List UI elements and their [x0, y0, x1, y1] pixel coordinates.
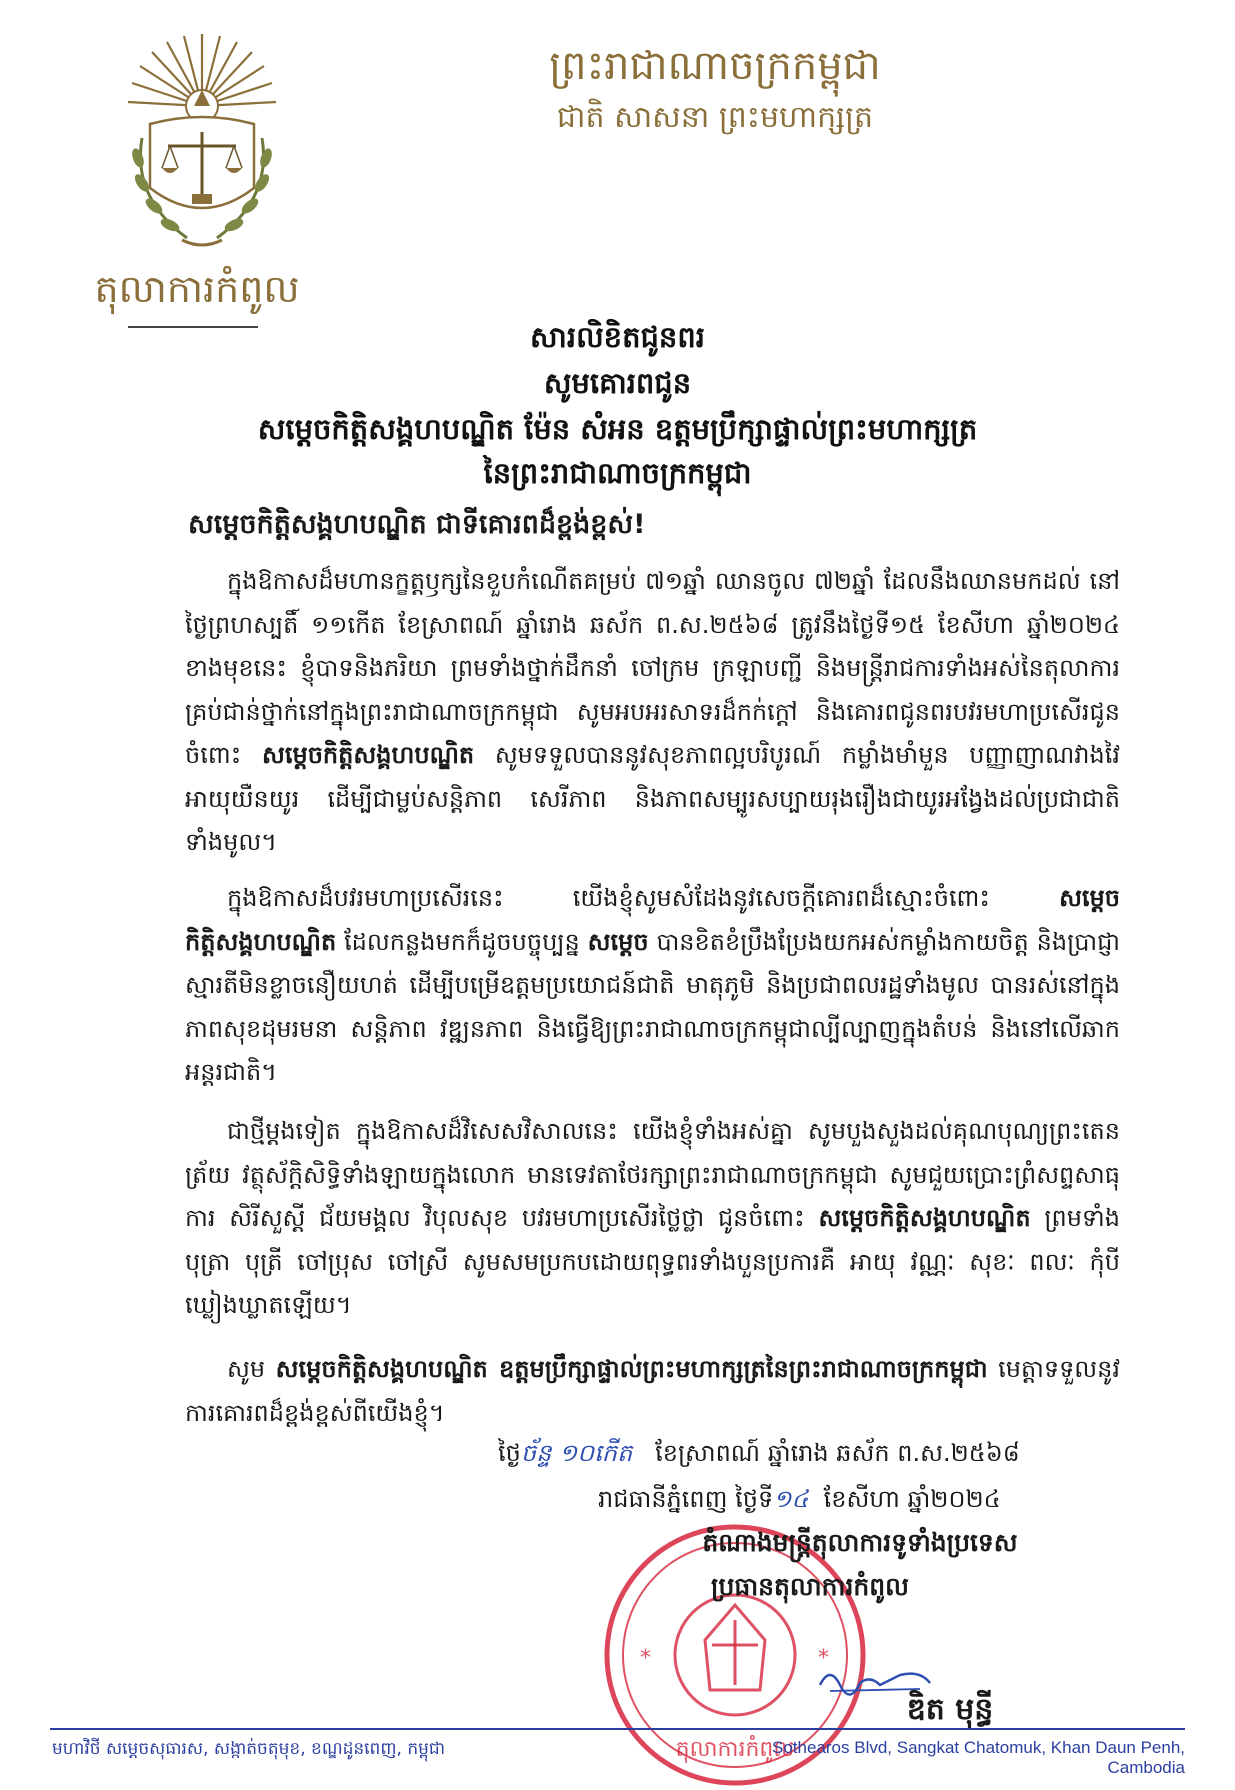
salutation: សម្តេចកិត្តិសង្គហបណ្ឌិត ជាទីគោរពដ៏ខ្ពង់ខ្ពស់!: [188, 509, 646, 540]
court-emblem-icon: [112, 28, 292, 258]
letter-title: សារលិខិតជូនពរ: [530, 320, 705, 354]
footer-divider: [50, 1728, 1185, 1730]
signer-role: តំណាងមន្ត្រីតុលាការទូទាំងប្រទេស: [702, 1528, 1018, 1557]
signer-title: ប្រធានតុលាការកំពូល: [711, 1572, 909, 1601]
body-paragraph-4: សូម សម្តេចកិត្តិសង្គហបណ្ឌិត ឧត្តមប្រឹក្សាផ្ទាល់ព្រះមហាក្សត្រនៃព្រះរាជាណាចក្រកម្ពុជា មេត្តាទទួលនូវការគោរពដ៏ខ្ពង់ខ្ពស់ពីយើងខ្ញុំ។: [185, 1355, 1120, 1427]
solar-date: រាជធានីភ្នំពេញ ថ្ងៃទី១៤ ខែសីហា ឆ្នាំ២០២៤: [598, 1485, 1001, 1513]
kingdom-title: ព្រះរាជាណាចក្រកម្ពុជា: [549, 43, 881, 89]
signer-name: ឌិត មុន្ធី: [906, 1692, 994, 1727]
svg-text:*: *: [818, 1646, 829, 1671]
svg-text:*: *: [640, 1646, 651, 1671]
body-paragraph-2: ក្នុងឱកាសដ៏បវរមហាប្រសើរនេះ យើងខ្ញុំសូមសំដែងនូវសេចក្តីគោរពដ៏ស្មោះចំពោះ សម្តេចកិត្តិសង្គហបណ្ឌិត ដែលកន្លងមកក៏ដូចបច្ចុប្បន្ន សម្តេច បានខិតខំប្រឹងប្រែងយកអស់កម្លាំងកាយចិត្ត និងប្រាជ្ញាស្មារតីមិនខ្លាចនឿយហត់ ដើម្បីបម្រើឧត្តមប្រយោជន៍ជាតិ មាតុភូមិ និងប្រជាពលរដ្ឋទាំងមូល បានរស់នៅក្នុងភាពសុខដុមរមនា សន្តិភាព វឌ្ឍនភាព និងធ្វើឱ្យព្រះរាជាណាចក្រកម្ពុជាល្បីល្បាញក្នុងតំបន់ និងនៅលើឆាកអន្តរជាតិ។: [185, 884, 1120, 1086]
national-motto: ជាតិ សាសនា ព្រះមហាក្សត្រ: [556, 100, 874, 135]
body-paragraph-1: ក្នុងឱកាសដ៏មហានក្ខត្តឫក្សនៃខួបកំណើតគម្រប់ ៧១ឆ្នាំ ឈានចូល ៧២ឆ្នាំ ដែលនឹងឈានមកដល់ នៅថ្ងៃព្រហស្បតិ៍ ១១កើត ខែស្រាពណ៍ ឆ្នាំរោង ឆស័ក ព.ស.២៥៦៨ ត្រូវនឹងថ្ងៃទី១៥ ខែសីហា ឆ្នាំ២០២៤ ខាងមុខនេះ ខ្ញុំបាទនិងភរិយា ព្រមទាំងថ្នាក់ដឹកនាំ ចៅក្រម ក្រឡាបញ្ជី និងមន្ត្រីរាជការទាំងអស់នៃតុលាការគ្រប់ជាន់ថ្នាក់នៅក្នុងព្រះរាជាណាចក្រកម្ពុជា សូមអបអរសាទរដ៏កក់ក្តៅ និងគោរពជូនពរបវរមហាប្រសើរជូនចំពោះ សម្តេចកិត្តិសង្គហបណ្ឌិត សូមទទួលបាននូវសុខភាពល្អបរិបូរណ៍ កម្លាំងមាំមួន បញ្ញាញាណវាងវៃ អាយុយឺនយូរ ដើម្បីជាម្លប់សន្តិភាព សេរីភាព និងភាពសម្បូរសប្បាយរុងរឿងជាយូរអង្វែងដល់ប្រជាជាតិទាំងមូល។: [185, 567, 1120, 856]
body-paragraph-3: ជាថ្មីម្តងទៀត ក្នុងឱកាសដ៏វិសេសវិសាលនេះ យើងខ្ញុំទាំងអស់គ្នា សូមបួងសួងដល់គុណបុណ្យព្រះតេនត្រ័យ វត្ថុស័ក្តិសិទ្ធិទាំងឡាយក្នុងលោក មានទេវតាថែរក្សាព្រះរាជាណាចក្រកម្ពុជា សូមជួយប្រោះព្រំសព្ទសាធុការ សិរីសួស្តី ជ័យមង្គល វិបុលសុខ បវរមហាប្រសើរថ្លៃថ្លា ជូនចំពោះ សម្តេចកិត្តិសង្គហបណ្ឌិត ព្រមទាំង បុត្រា បុត្រី ចៅប្រុស ចៅស្រី សូមសមប្រកបដោយពុទ្ធពរទាំងបួនប្រការគឺ អាយុ វណ្ណៈ សុខៈ ពលៈ កុំបីឃ្លៀងឃ្លាតឡើយ។: [185, 1117, 1121, 1319]
footer-address-khmer: មហាវិថី សម្តេចសុធារស, សង្កាត់ចតុមុខ, ខណ្ឌដូនពេញ, កម្ពុជា: [52, 1739, 446, 1759]
lunar-date: ថ្ងៃច័ន្ទ ១០កើត ខែស្រាពណ៍ ឆ្នាំរោង ឆស័ក ព.ស.២៥៦៨: [498, 1439, 1020, 1467]
seal-text: តុលាការកំពូល: [675, 1737, 795, 1762]
institution-name: តុលាការកំពូល: [94, 267, 300, 311]
recipient-country: នៃព្រះរាជាណាចក្រកម្ពុជា: [483, 456, 752, 490]
footer-address-english: Sothearos Blvd, Sangkat Chatomuk, Khan Daun Penh, Cambodia: [772, 1738, 1185, 1777]
letter-subtitle: សូមគោរពជូន: [543, 366, 692, 400]
recipient-name: សម្តេចកិត្តិសង្គហបណ្ឌិត ម៉ែន សំអន ឧត្តមប្រឹក្សាផ្ទាល់ព្រះមហាក្សត្រ: [257, 412, 978, 446]
